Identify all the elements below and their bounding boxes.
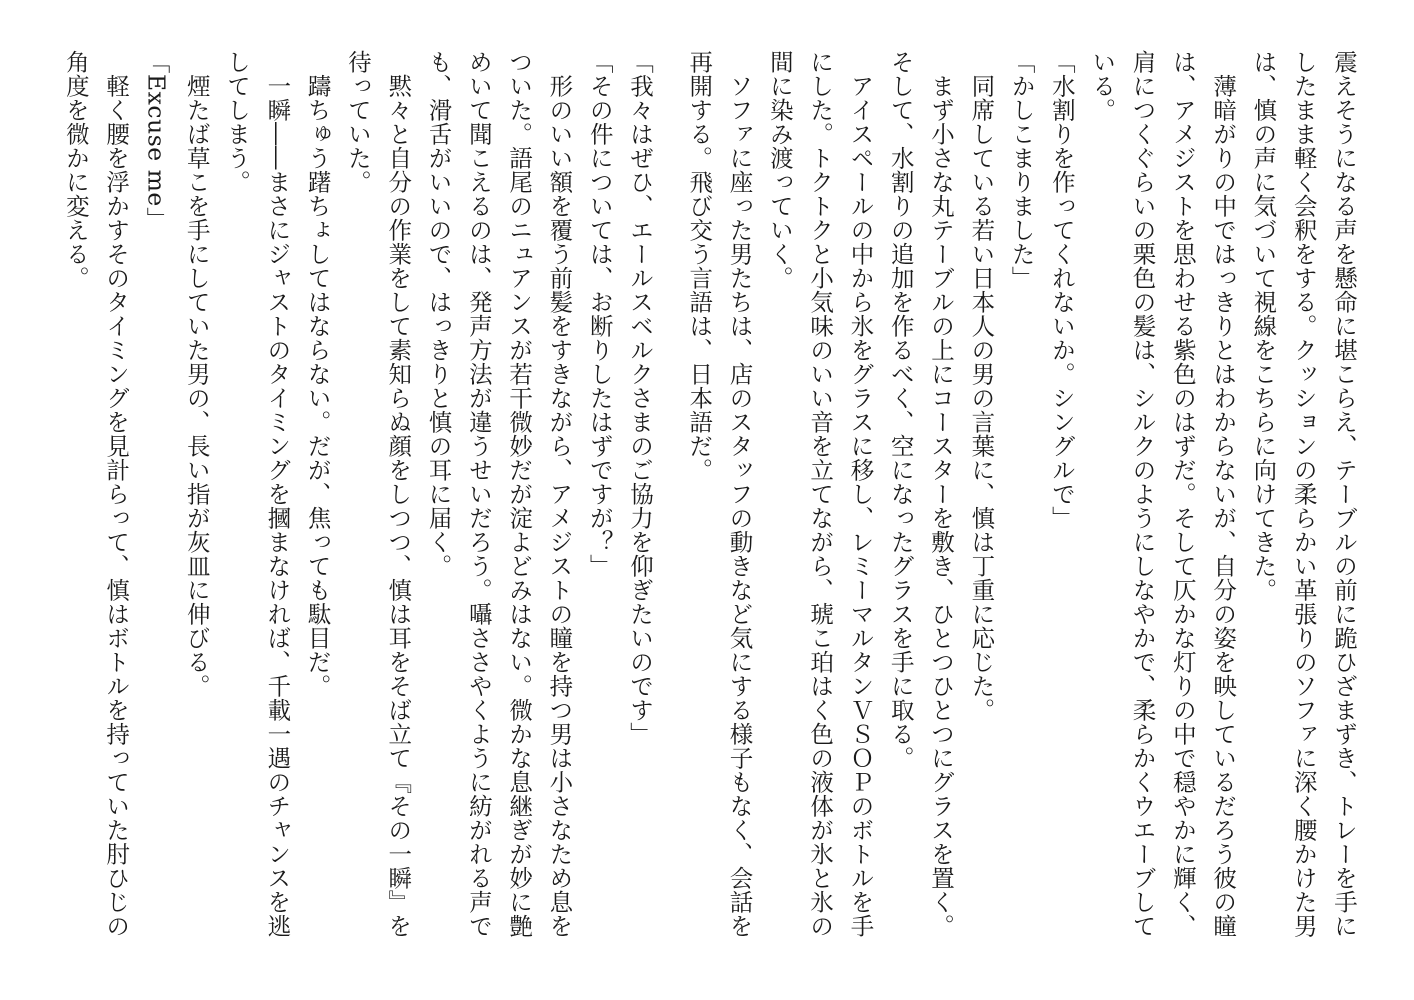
paragraph-l7: 煙たば草こを手にしていた男の、長い指が灰皿に伸びる。: [182, 73, 211, 698]
paragraph-l4: 黙々と自分の作業をして素知らぬ顔をしつつ、慎は耳をそば立て『その一瞬』を待っていた。: [343, 50, 413, 938]
dialogue-l2: 「その件については、お断りしたはずですが？」: [585, 50, 614, 578]
paragraph-l9: 軽く腰を浮かすそのタイミングを見計らって、慎はボトルを持っていた肘ひじの角度を微かに変える。: [61, 50, 131, 938]
paragraph-l5: 躊ちゅう躇ちょしてはならない。だが、焦っても駄目だ。: [303, 73, 332, 698]
right-page-text: [679, 50, 1364, 960]
paragraph-l3: 形のいい額を覆う前髪をすきながら、アメジストの瞳を持つ男は小さなため息をついた。語尾のニュアンスが若干微妙だが淀よどみはない。微かな息継ぎが妙に艶めいて聞こえるのは、発声方法が違うせいだろう。囁ささやくように紡がれる声でも、滑舌がいいので、はっきりと慎の耳に届く。: [424, 50, 574, 938]
dialogue-r4: 「かしこまりました」: [1007, 50, 1036, 290]
right-page: [685, 0, 1414, 1000]
dialogue-l8: 「Excuse me」: [142, 50, 171, 231]
dialogue-r3: 「水割りを作ってくれないか。シングルで」: [1047, 50, 1076, 530]
left-page-text: [56, 50, 660, 960]
paragraph-l6: 一瞬――まさにジャストのタイミングを摑まなければ、千載一遇のチャンスを逃してしまう。: [223, 50, 292, 938]
paragraph-r8: ソファに座った男たちは、店のスタッフの動きなど気にする様子もなく、会話を再開する。飛び交う言語は、日本語だ。: [685, 50, 754, 938]
dialogue-l1: 「我々はぜひ、エールスベルクさまのご協力を仰ぎたいのです」: [626, 50, 654, 746]
paragraph-r1: 震えそうになる声を懸命に堪こらえ、テーブルの前に跪ひざまずき、トレーを手にしたまま軽く会釈をする。クッションの柔らかい革張りのソファに深く腰かけた男は、慎の声に気づいて視線をこちらに向けてきた。: [1249, 50, 1358, 938]
paragraph-r7: アイスペールの中から氷をグラスに移し、レミーマルタンＶＳＯＰのボトルを手にした。トクトクと小気味のいい音を立てながら、琥こ珀はく色の液体が氷と氷の間に染み渡っていく。: [765, 50, 875, 938]
paragraph-r6: まず小さな丸テーブルの上にコースターを敷き、ひとつひとつにグラスを置く。そして、水割りの追加を作るべく、空になったグラスを手に取る。: [886, 50, 956, 938]
paragraph-r5: 同席している若い日本人の男の言葉に、慎は丁重に応じた。: [967, 73, 996, 722]
paragraph-r2: 薄暗がりの中ではっきりとはわからないが、自分の姿を映しているだろう彼の瞳は、アメジストを思わせる紫色のはずだ。そして仄かな灯りの中で穏やかに輝く、肩につくぐらいの栗色の髪は、シルクのようにしなやかで、柔らかくウエーブしている。: [1088, 50, 1238, 938]
